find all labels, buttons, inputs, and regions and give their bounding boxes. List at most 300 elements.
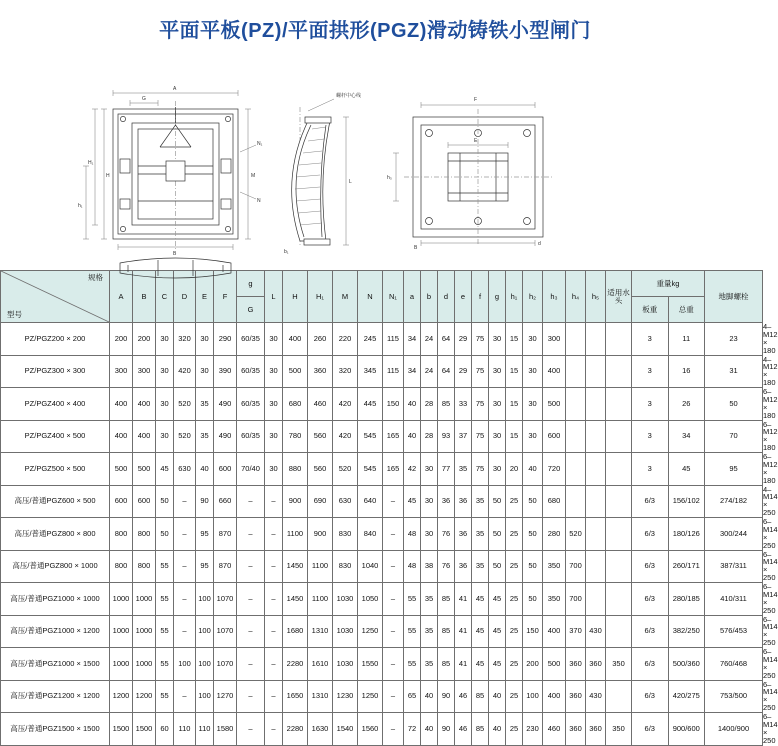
cell-value: 30 [421,485,438,518]
cell-value: 100 [196,583,214,616]
cell-value: 30 [265,388,283,421]
cell-value: 42 [404,453,421,486]
svg-text:N₁: N₁ [257,141,263,147]
cell-value: 76 [438,550,455,583]
cell-value: 460 [308,388,333,421]
cell-model: 高压/普通PGZ800 × 800 [1,518,110,551]
cell-value: 55 [156,550,174,583]
cell-value: 45 [472,583,489,616]
cell-applicable-head: 6/3 [632,680,669,713]
cell-value: 30 [489,420,506,453]
svg-text:M: M [251,173,256,179]
header-a: a [404,271,421,323]
cell-value: 45 [489,583,506,616]
cell-value: 800 [110,518,133,551]
cell-value: 90 [196,485,214,518]
header-A: A [110,271,133,323]
cell-value: 100 [174,648,196,681]
header-g: g [489,271,506,323]
cell-value: 15 [506,420,523,453]
cell-value: 1540 [333,713,358,746]
cell-value: 40 [404,388,421,421]
cell-applicable-head: 6/3 [632,648,669,681]
cell-value: 40 [404,420,421,453]
cell-value: 60/35 [237,323,265,356]
cell-value: – [383,680,404,713]
cell-value: – [237,518,265,551]
cell-value: 75 [472,323,489,356]
cell-value [606,420,632,453]
cell-value: 35 [472,518,489,551]
cell-value [566,485,586,518]
cell-model: PZ/PGZ500 × 500 [1,453,110,486]
table-row: PZ/PGZ400 × 500 400 400 30 520 35 490 60/35 30 780 560 420 545 165 40 28 93 37 75 30 15 30 600 3 34 70 6–M12 × 180 [1,420,763,453]
cell-value: 350 [606,713,632,746]
cell-value: 680 [283,388,308,421]
cell-weight-total: 1400/900 [705,713,763,746]
cell-value: 30 [523,355,543,388]
cell-weight-plate: 260/171 [668,550,705,583]
cell-weight-total: 760/468 [705,648,763,681]
cell-value: 1050 [358,583,383,616]
cell-value: – [383,485,404,518]
cell-value: 500 [110,453,133,486]
cell-value: 400 [283,323,308,356]
cell-applicable-head: 6/3 [632,615,669,648]
cell-value: 24 [421,323,438,356]
cell-value: 560 [308,420,333,453]
header-applicable-head: 适用水头 [606,271,632,323]
table-row: 高压/普通PGZ800 × 1000 800 800 55 – 95 870 – – 1450 1100 830 1040 – 48 38 76 36 35 50 25 50 350 700 6/3 260/171 387/311 6–M14 × 250 [1,550,763,583]
cell-value: 370 [566,615,586,648]
cell-value [566,388,586,421]
cell-value [586,388,606,421]
cell-value: 76 [438,518,455,551]
svg-text:b₁: b₁ [284,249,289,255]
cell-value: 30 [489,355,506,388]
cell-value: 37 [455,420,472,453]
cell-value: 520 [174,420,196,453]
cell-value: 400 [110,388,133,421]
cell-value: 55 [404,583,421,616]
cell-value: 35 [472,550,489,583]
header-g-group: g [237,271,265,297]
svg-text:B: B [414,245,418,251]
cell-value: 55 [156,583,174,616]
cell-value: 700 [566,583,586,616]
cell-value: 1000 [133,615,156,648]
cell-value: 110 [196,713,214,746]
cell-value: 200 [523,648,543,681]
cell-value: 200 [110,323,133,356]
cell-model: 高压/普通PGZ1500 × 1500 [1,713,110,746]
cell-value [606,485,632,518]
cell-value: 700 [566,550,586,583]
cell-value: 85 [438,388,455,421]
cell-value: 25 [506,550,523,583]
cell-value: 1100 [283,518,308,551]
cell-value: 100 [196,615,214,648]
cell-value: 490 [214,420,237,453]
cell-value: 360 [308,355,333,388]
cell-value: 1560 [358,713,383,746]
cell-value: 30 [421,453,438,486]
cell-value [586,518,606,551]
header-D: D [174,271,196,323]
cell-model: PZ/PGZ300 × 300 [1,355,110,388]
cell-value: 34 [404,323,421,356]
cell-weight-total: 70 [705,420,763,453]
cell-value: 75 [472,388,489,421]
cell-value: 48 [404,550,421,583]
cell-value: 33 [455,388,472,421]
cell-value: 1070 [214,615,237,648]
cell-value: 30 [489,388,506,421]
cell-value: 150 [383,388,404,421]
cell-value: 500 [543,648,566,681]
cell-weight-plate: 280/185 [668,583,705,616]
cell-value: 48 [404,518,421,551]
cell-value: 100 [196,680,214,713]
cell-value: – [174,680,196,713]
cell-value [586,550,606,583]
cell-value: 780 [283,420,308,453]
cell-value [606,453,632,486]
cell-value: 1030 [333,583,358,616]
cell-weight-total: 387/311 [705,550,763,583]
header-b: b [421,271,438,323]
cell-value: 95 [196,550,214,583]
cell-value: 1070 [214,648,237,681]
cell-value: 1000 [133,583,156,616]
cell-value: 40 [489,713,506,746]
cell-value: – [237,583,265,616]
cell-value: 85 [438,648,455,681]
cell-value: 40 [421,713,438,746]
cell-value: 20 [506,453,523,486]
technical-drawings [8,49,742,264]
cell-applicable-head: 6/3 [632,485,669,518]
cell-weight-plate: 900/600 [668,713,705,746]
cell-value: 70/40 [237,453,265,486]
cell-value: 36 [455,485,472,518]
cell-value: 290 [214,323,237,356]
specification-table [0,270,778,746]
svg-text:E: E [474,138,478,144]
cell-value: – [265,713,283,746]
cell-value: 28 [421,388,438,421]
cell-value: 55 [156,615,174,648]
cell-value: 1200 [110,680,133,713]
cell-value: 350 [543,583,566,616]
cell-value: 800 [133,550,156,583]
header-h3: h₃ [543,271,566,323]
cell-value: 390 [214,355,237,388]
cell-value: 90 [438,713,455,746]
cell-weight-total: 50 [705,388,763,421]
cell-value: 41 [455,615,472,648]
cell-value: 60/35 [237,355,265,388]
table-row: PZ/PGZ300 × 300 300 300 30 420 30 390 60/35 30 500 360 320 345 115 34 24 64 29 75 30 15 30 400 3 16 31 4–M12 × 180 [1,355,763,388]
cell-value: 280 [543,518,566,551]
header-e: e [455,271,472,323]
header-f: f [472,271,489,323]
cell-value: – [237,485,265,518]
cell-value: 500 [543,388,566,421]
cell-value: 1000 [110,648,133,681]
header-model-label: 型号 [7,310,22,320]
table-row: 高压/普通PGZ1200 × 1200 1200 1200 55 – 100 1270 – – 1650 1310 1230 1250 – 65 40 90 46 85 40 25 100 400 360 430 6/3 420/275 753/500 6–M14 × 250 [1,680,763,713]
cell-value: 35 [421,648,438,681]
cell-value: 1000 [110,615,133,648]
header-N1: N₁ [383,271,404,323]
cell-value [566,420,586,453]
cell-value: 1030 [333,648,358,681]
header-d: d [438,271,455,323]
cell-value: 29 [455,355,472,388]
cell-applicable-head: 6/3 [632,583,669,616]
cell-value: 165 [383,420,404,453]
cell-value: – [174,583,196,616]
svg-text:F: F [474,97,478,103]
cell-value: 15 [506,355,523,388]
header-weight-total: 总重 [668,297,705,323]
cell-value: 1550 [358,648,383,681]
cell-value: 320 [174,323,196,356]
cell-value: 1650 [283,680,308,713]
svg-text:h₃: h₃ [387,175,392,181]
cell-value: 600 [133,485,156,518]
header-weight-plate: 板重 [632,297,669,323]
cell-value: 60 [156,713,174,746]
cell-value: 28 [421,420,438,453]
cell-value [586,323,606,356]
cell-value: 29 [455,323,472,356]
cell-value: – [383,583,404,616]
cell-value: 50 [156,518,174,551]
cell-value: 1500 [133,713,156,746]
cell-weight-plate: 180/126 [668,518,705,551]
cell-value: 1310 [308,680,333,713]
header-spec-label: 规格 [88,273,103,282]
cell-value: 1450 [283,550,308,583]
cell-value: 1250 [358,615,383,648]
cell-value: 350 [606,648,632,681]
cell-weight-total: 23 [705,323,763,356]
cell-weight-plate: 156/102 [668,485,705,518]
table-row: PZ/PGZ500 × 500 500 500 45 630 40 600 70/40 30 880 560 520 545 165 42 30 77 35 75 30 20 40 720 3 45 95 6–M12 × 180 [1,453,763,486]
cell-value: 35 [196,388,214,421]
cell-value: 1030 [333,615,358,648]
cell-value: 100 [196,648,214,681]
cell-value [586,355,606,388]
cell-value: 630 [174,453,196,486]
cell-value: 1100 [308,550,333,583]
svg-text:A: A [173,86,177,92]
cell-value: – [265,583,283,616]
cell-value: – [237,550,265,583]
cell-value: 1680 [283,615,308,648]
cell-value: 85 [472,713,489,746]
cell-value: 360 [586,713,606,746]
cell-value: 300 [543,323,566,356]
cell-weight-plate: 34 [668,420,705,453]
cell-value: 1070 [214,583,237,616]
cell-value: 900 [283,485,308,518]
header-C: C [156,271,174,323]
cell-value: 50 [489,518,506,551]
cell-value: 600 [214,453,237,486]
table-row: PZ/PGZ200 × 200 200 200 30 320 30 290 60/35 30 400 260 220 245 115 34 24 64 29 75 30 15 30 300 3 11 23 4–M12 × 180 [1,323,763,356]
cell-value: 600 [110,485,133,518]
cell-value: 1630 [308,713,333,746]
cell-value: 36 [438,485,455,518]
cell-value [606,680,632,713]
cell-value: – [174,485,196,518]
cell-value: 870 [214,518,237,551]
cell-value: 400 [133,420,156,453]
cell-value: 45 [472,615,489,648]
cell-model: 高压/普通PGZ1000 × 1000 [1,583,110,616]
cell-value: 115 [383,355,404,388]
header-H1: H₁ [308,271,333,323]
cell-value: 15 [506,323,523,356]
cell-value: 2280 [283,713,308,746]
cell-value: 34 [404,355,421,388]
cell-value: 430 [586,680,606,713]
cell-value: – [265,518,283,551]
cell-value [566,355,586,388]
cell-value: 500 [133,453,156,486]
header-F: F [214,271,237,323]
cell-value [566,323,586,356]
cell-value: 60/35 [237,388,265,421]
cell-value [586,453,606,486]
cell-value: 110 [174,713,196,746]
cell-value: – [237,615,265,648]
cell-weight-total: 410/311 [705,583,763,616]
cell-value: 35 [472,485,489,518]
cell-weight-plate: 45 [668,453,705,486]
cell-applicable-head: 6/3 [632,550,669,583]
cell-value: 90 [438,680,455,713]
cell-value: 880 [283,453,308,486]
cell-model: PZ/PGZ400 × 400 [1,388,110,421]
cell-value: 35 [421,583,438,616]
cell-value: 2280 [283,648,308,681]
cell-value [586,485,606,518]
cell-value: 50 [523,550,543,583]
cell-value: 30 [156,420,174,453]
cell-value: – [265,615,283,648]
cell-value: – [383,713,404,746]
cell-value: 45 [489,648,506,681]
cell-value: 1310 [308,615,333,648]
cell-applicable-head: 3 [632,388,669,421]
cell-value: 85 [472,680,489,713]
cell-value: 260 [308,323,333,356]
cell-applicable-head: 3 [632,420,669,453]
cell-value [586,420,606,453]
page-title: 平面平板(PZ)/平面拱形(PGZ)滑动铸铁小型闸门 [159,20,591,42]
cell-value: 45 [489,615,506,648]
cell-value: 30 [265,355,283,388]
cell-model: PZ/PGZ400 × 500 [1,420,110,453]
cell-applicable-head: 3 [632,323,669,356]
cell-value: 55 [156,648,174,681]
cell-value [606,355,632,388]
cell-value: 100 [523,680,543,713]
cell-value: 690 [308,485,333,518]
table-row: 高压/普通PGZ800 × 800 800 800 50 – 95 870 – – 1100 900 830 840 – 48 30 76 36 35 50 25 50 280 520 6/3 180/126 300/244 6–M14 × 250 [1,518,763,551]
cell-weight-plate: 382/250 [668,615,705,648]
cell-value: 30 [265,453,283,486]
cell-value: 400 [543,615,566,648]
header-h5: h₅ [586,271,606,323]
header-g-over-G: G [237,297,265,323]
cell-value: 50 [489,550,506,583]
cell-value: – [383,648,404,681]
cell-value: 490 [214,388,237,421]
cell-value: 900 [308,518,333,551]
cell-value: 1270 [214,680,237,713]
svg-text:螺杆中心线: 螺杆中心线 [336,93,362,99]
cell-value: 64 [438,323,455,356]
cell-value: 50 [156,485,174,518]
svg-text:H: H [106,173,110,179]
cell-value: 400 [110,420,133,453]
header-M: M [333,271,358,323]
svg-text:B: B [173,251,177,257]
cell-value: 1000 [133,648,156,681]
cell-value: 75 [472,453,489,486]
cell-value [586,583,606,616]
svg-text:H₁: H₁ [88,160,94,166]
cell-value: – [383,550,404,583]
cell-value: 41 [455,648,472,681]
cell-value: – [383,518,404,551]
cell-value: 30 [265,323,283,356]
cell-value: 40 [523,453,543,486]
cell-value: 60/35 [237,420,265,453]
cell-weight-plate: 16 [668,355,705,388]
cell-value: 1200 [133,680,156,713]
cell-value: 350 [543,550,566,583]
cell-weight-total: 31 [705,355,763,388]
cell-value: 300 [110,355,133,388]
header-weight-group: 重量kg [632,271,705,297]
cell-value: 93 [438,420,455,453]
cell-value: 50 [523,518,543,551]
cell-model: 高压/普通PGZ1000 × 1200 [1,615,110,648]
cell-value: 50 [523,583,543,616]
table-head [1,271,763,323]
cell-value: 36 [455,518,472,551]
cell-value: 520 [566,518,586,551]
cell-value: 45 [404,485,421,518]
cell-applicable-head: 3 [632,355,669,388]
svg-text:d: d [538,241,541,247]
cell-value: 25 [506,648,523,681]
cell-applicable-head: 6/3 [632,518,669,551]
cell-model: 高压/普通PGZ600 × 500 [1,485,110,518]
cell-value: 115 [383,323,404,356]
cell-value: 1450 [283,583,308,616]
cell-value: 40 [421,680,438,713]
cell-value: 25 [506,713,523,746]
cell-value: 460 [543,713,566,746]
header-h2: h₂ [523,271,543,323]
